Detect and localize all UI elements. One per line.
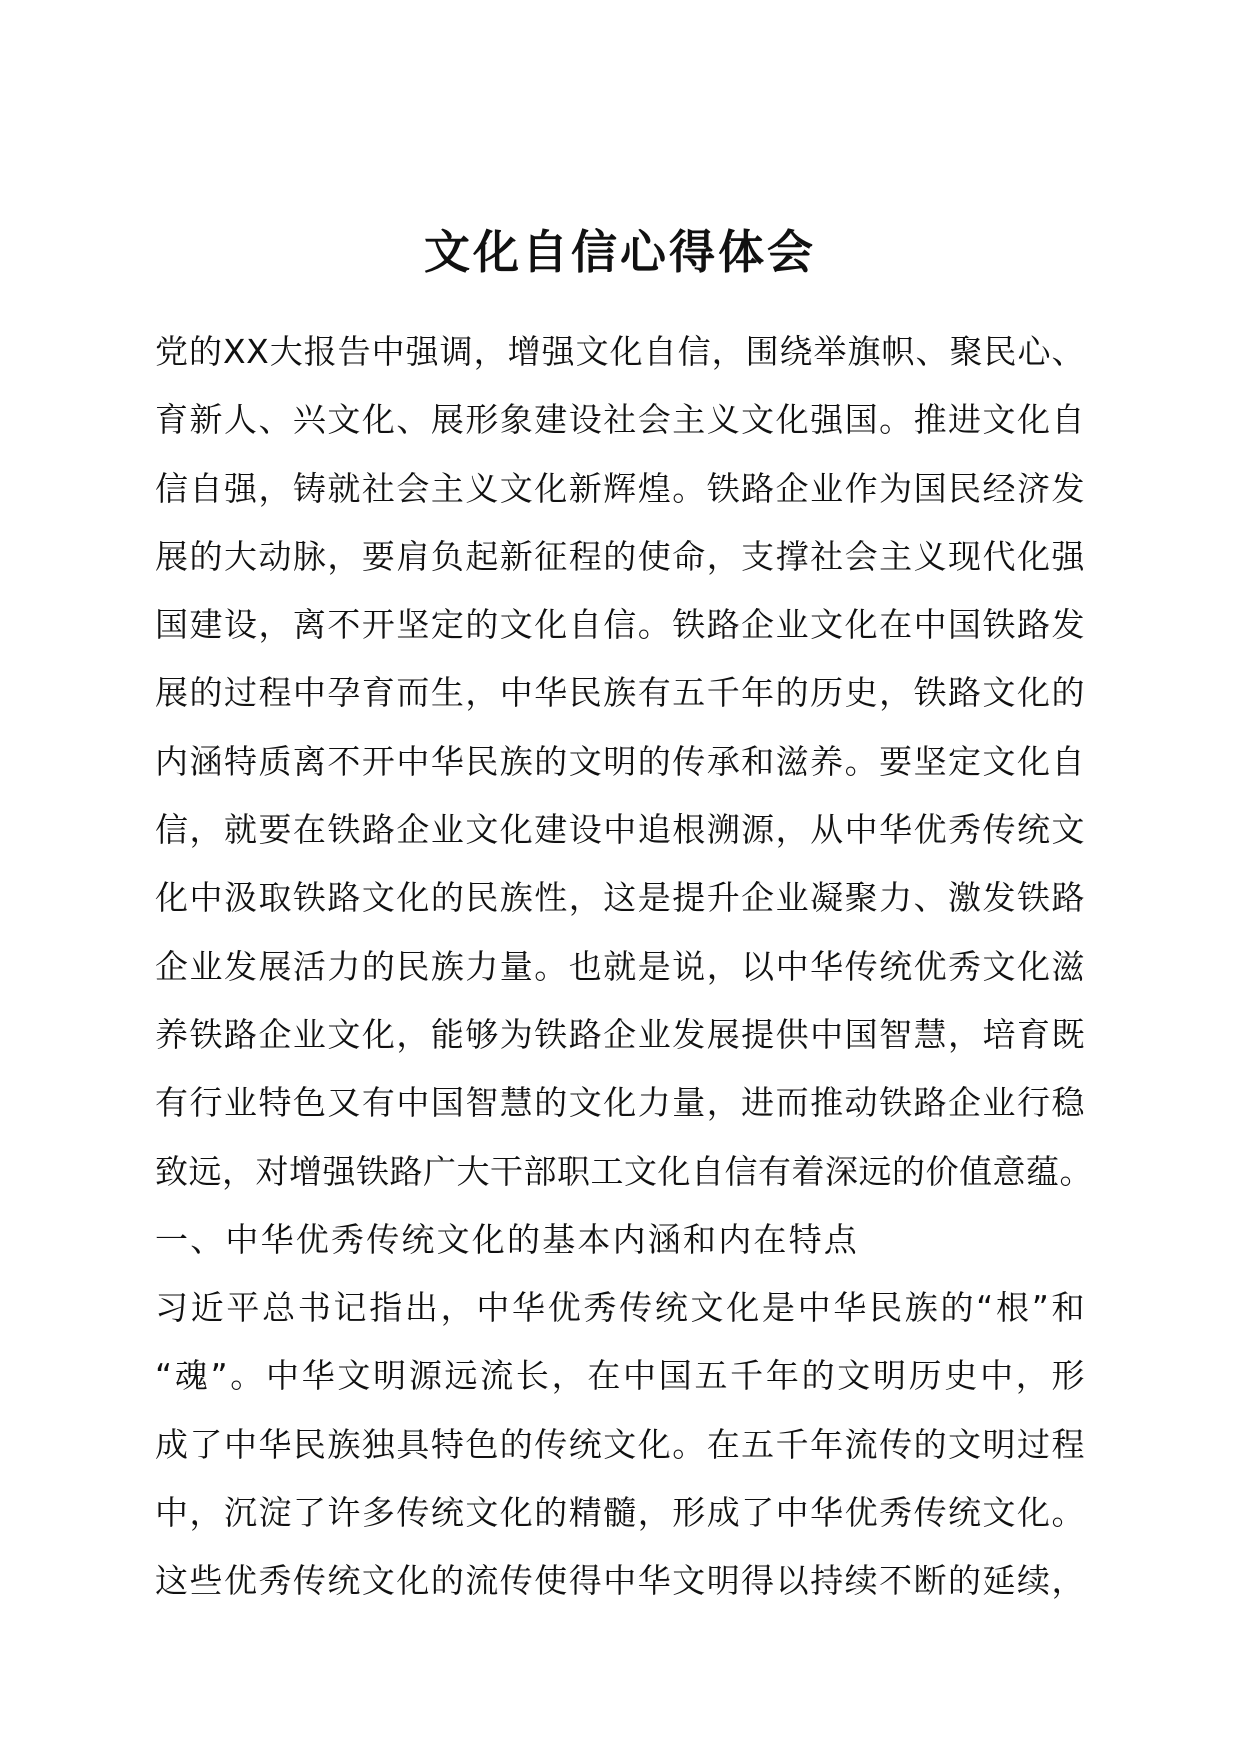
body-line: 习近平总书记指出，中华优秀传统文化是中华民族的“根”和 [155,1288,1085,1328]
body-line: 致远，对增强铁路广大干部职工文化自信有着深远的价值意蕴。 [155,1151,1093,1191]
body-line: 有行业特色又有中国智慧的文化力量，进而推动铁路企业行稳 [155,1083,1085,1123]
document-title: 文化自信心得体会 [424,225,816,279]
body-line: 这些优秀传统文化的流传使得中华文明得以持续不断的延续， [155,1561,1085,1601]
body-line: 信自强，铸就社会主义文化新辉煌。铁路企业作为国民经济发 [155,468,1085,508]
body-line: 养铁路企业文化，能够为铁路企业发展提供中国智慧，培育既 [155,1014,1085,1054]
document-body [155,318,1093,1616]
body-line: 国建设，离不开坚定的文化自信。铁路企业文化在中国铁路发 [155,605,1085,645]
body-line: 内涵特质离不开中华民族的文明的传承和滋养。要坚定文化自 [155,741,1085,781]
body-line: 信，就要在铁路企业文化建设中追根溯源，从中华优秀传统文 [155,810,1085,850]
body-line: 化中汲取铁路文化的民族性，这是提升企业凝聚力、激发铁路 [155,878,1085,918]
body-line: “魂”。中华文明源远流长，在中国五千年的文明历史中，形 [155,1356,1085,1396]
body-line: 党的XX大报告中强调，增强文化自信，围绕举旗帜、聚民心、 [155,332,1085,371]
body-line: 成了中华民族独具特色的传统文化。在五千年流传的文明过程 [155,1424,1085,1464]
body-line: 育新人、兴文化、展形象建设社会主义文化强国。推进文化自 [155,400,1085,440]
body-line: 企业发展活力的民族力量。也就是说，以中华传统优秀文化滋 [155,946,1085,986]
body-line: 展的大动脉，要肩负起新征程的使命，支撑社会主义现代化强 [155,536,1085,576]
body-line: 展的过程中孕育而生，中华民族有五千年的历史，铁路文化的 [155,673,1085,713]
section-heading: 一、中华优秀传统文化的基本内涵和内在特点 [155,1219,859,1259]
body-line: 中，沉淀了许多传统文化的精髓，形成了中华优秀传统文化。 [155,1493,1085,1533]
